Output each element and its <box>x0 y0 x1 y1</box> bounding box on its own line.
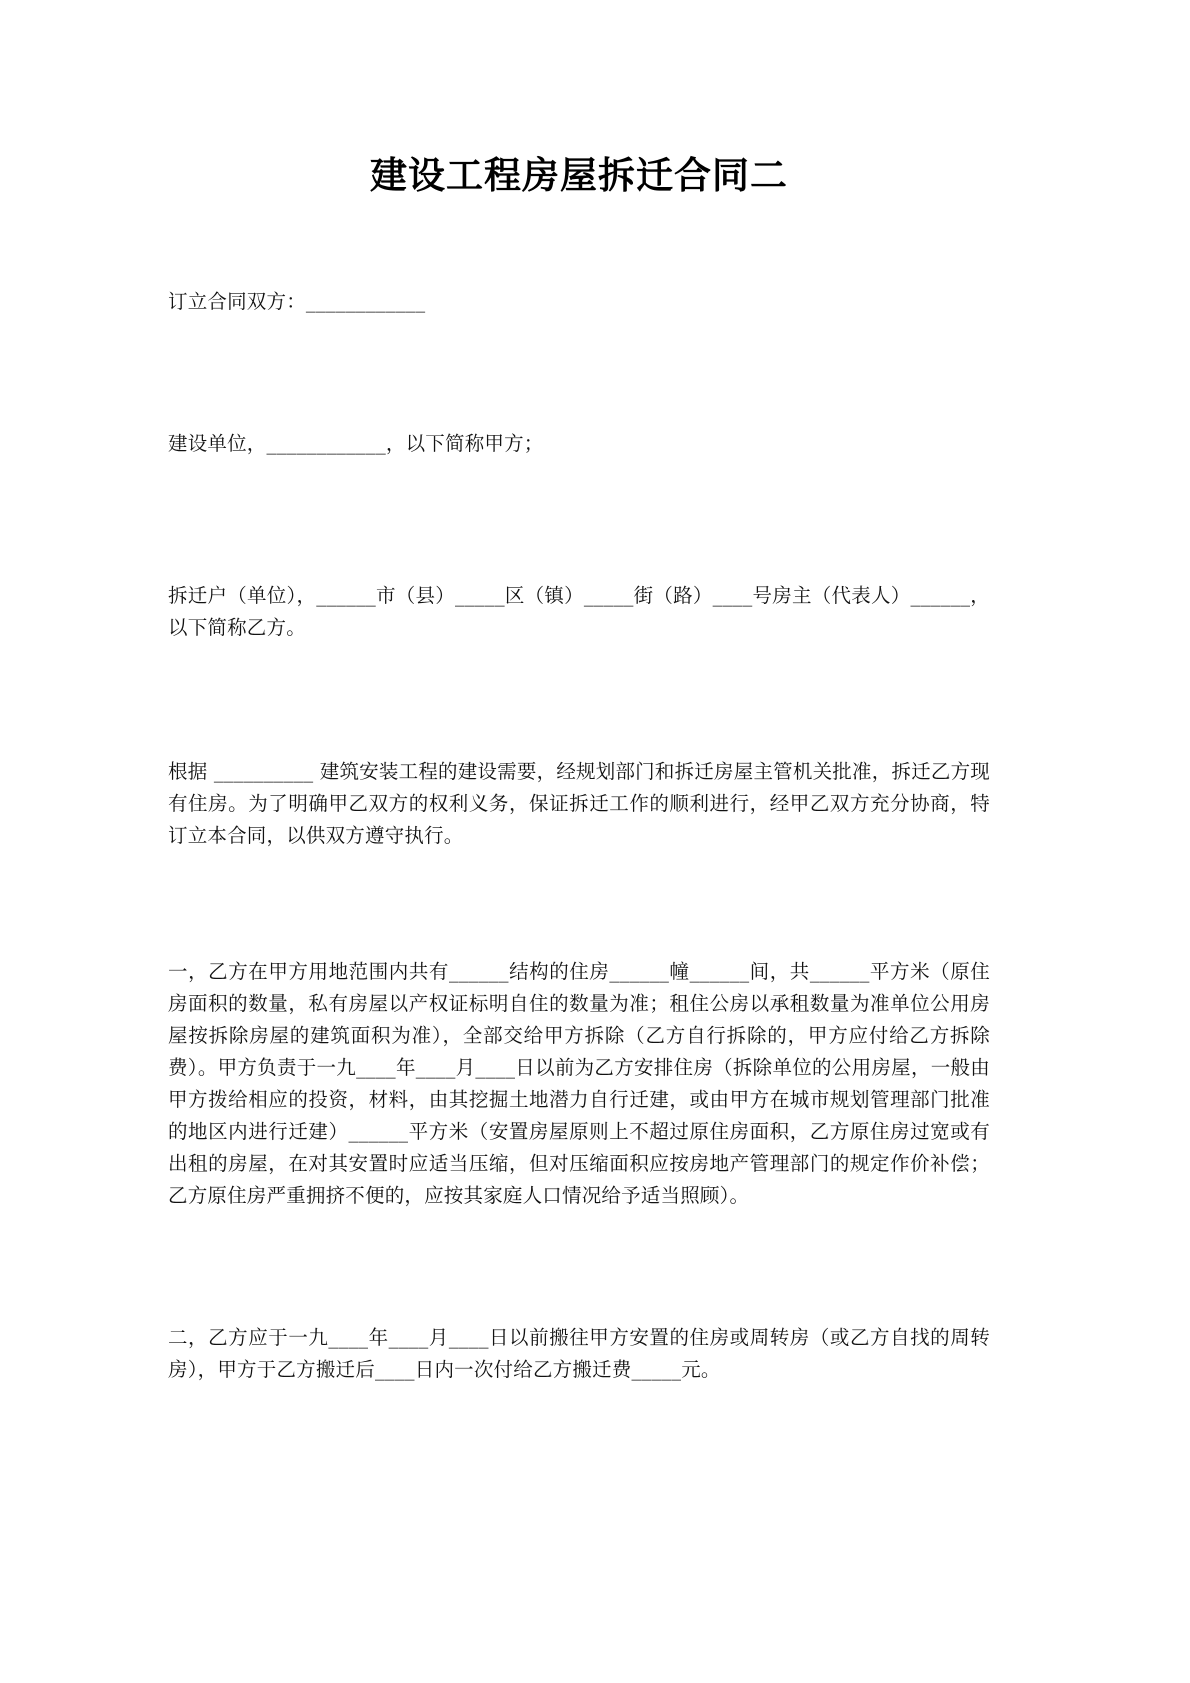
spacer <box>168 200 990 286</box>
paragraph-article-one: 一，乙方在甲方用地范围内共有______结构的住房______幢______间，共______平方米（原住房面积的数量，私有房屋以产权证标明自住的数量为准；租住公房以承租数量为准单位公用房屋按拆除房屋的建筑面积为准），全部交给甲方拆除（乙方自行拆除的，甲方应付给乙方拆除费）。甲方负责于一九____年____月____日以前为乙方安排住房（拆除单位的公用房屋，一般由甲方拨给相应的投资，材料，由其挖掘土地潜力自行迁建，或由甲方在城市规划管理部门批准的地区内进行迁建）______平方米（安置房屋原则上不超过原住房面积，乙方原住房过宽或有出租的房屋，在对其安置时应适当压缩，但对压缩面积应按房地产管理部门的规定作价补偿；乙方原住房严重拥挤不便的，应按其家庭人口情况给予适当照顾）。 <box>168 960 990 1208</box>
document-content <box>168 0 990 1386</box>
page-title: 建设工程房屋拆迁合同二 <box>370 154 788 197</box>
spacer <box>168 644 990 756</box>
spacer <box>168 318 990 428</box>
paragraph-party-a: 建设单位，____________，以下简称甲方； <box>168 432 544 456</box>
spacer <box>168 1212 990 1322</box>
spacer <box>168 460 990 580</box>
paragraph-parties-heading: 订立合同双方：____________ <box>168 290 426 314</box>
paragraph-party-b: 拆迁户（单位），______市（县）_____区（镇）_____街（路）____号房主（代表人）______，以下简称乙方。 <box>168 584 990 640</box>
paragraph-preamble: 根据 __________ 建筑安装工程的建设需要，经规划部门和拆迁房屋主管机关批准，拆迁乙方现有住房。为了明确甲乙双方的权利义务，保证拆迁工作的顺利进行，经甲乙双方充分协商，特订立本合同，以供双方遵守执行。 <box>168 760 990 848</box>
spacer <box>168 852 990 956</box>
paragraph-article-two: 二，乙方应于一九____年____月____日以前搬往甲方安置的住房或周转房（或乙方自找的周转房），甲方于乙方搬迁后____日内一次付给乙方搬迁费_____元。 <box>168 1326 990 1382</box>
